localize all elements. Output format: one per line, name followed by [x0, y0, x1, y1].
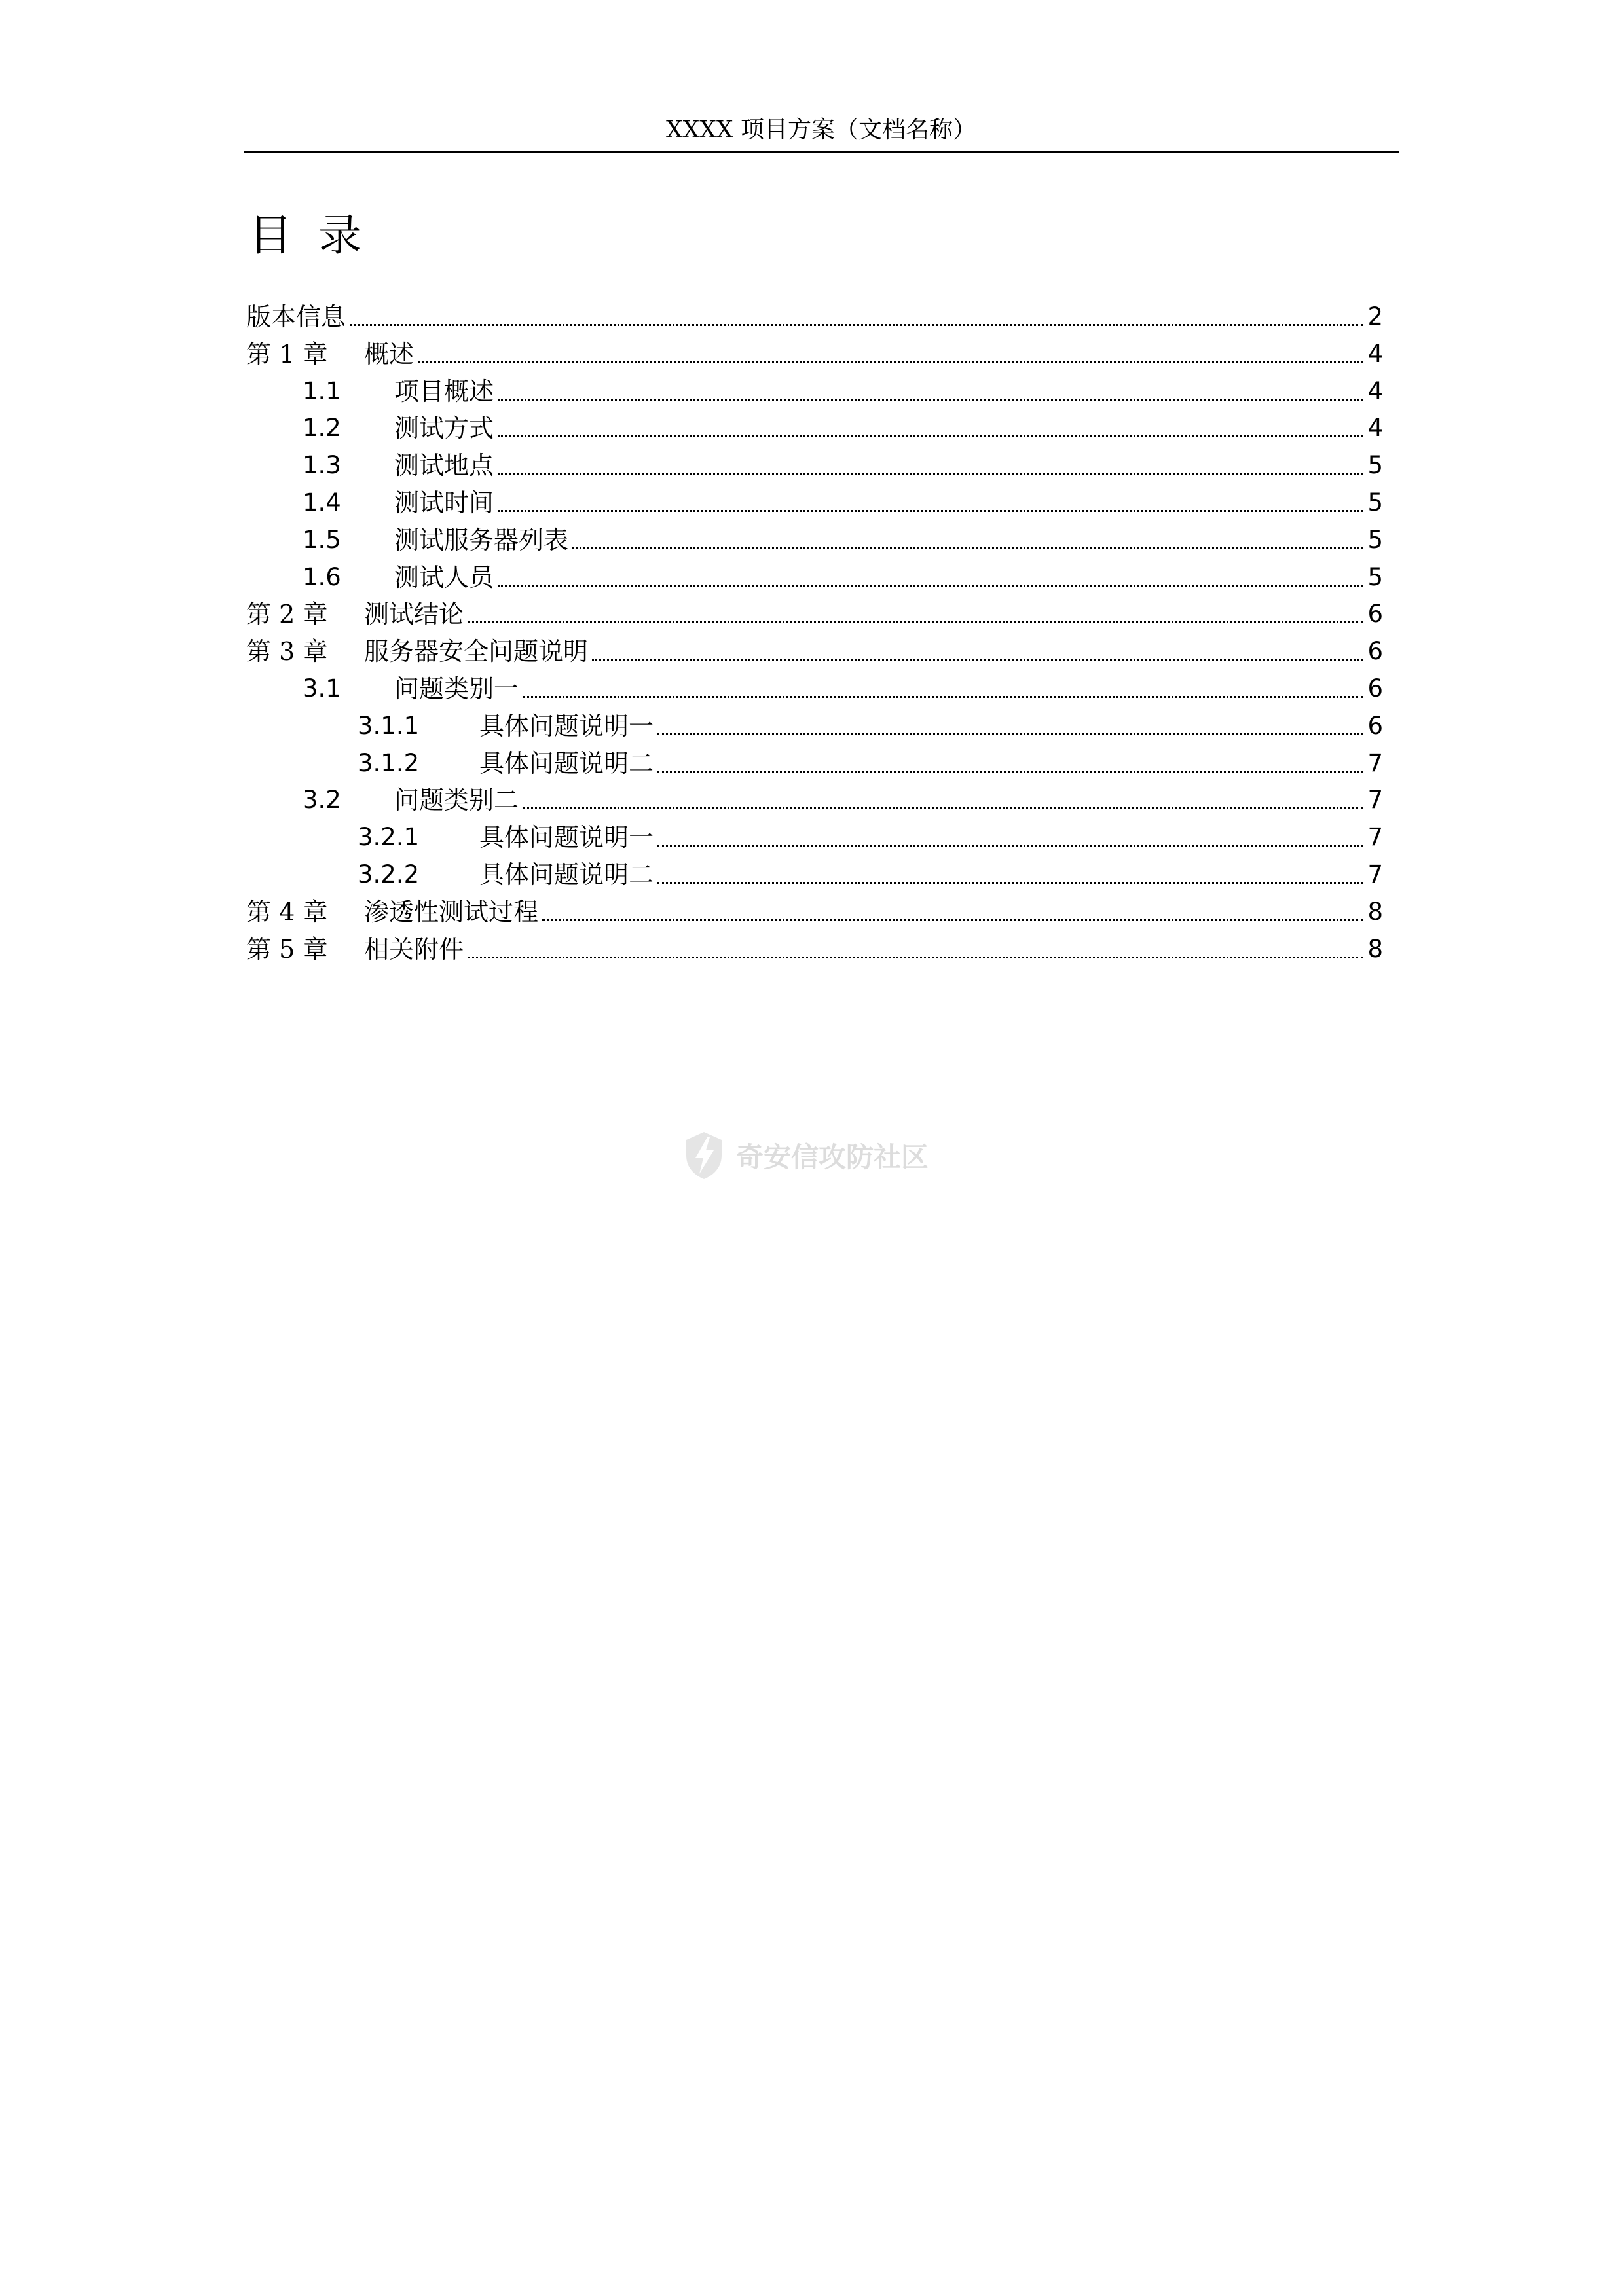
- toc-entry-text: 具体问题说明二: [479, 860, 654, 889]
- toc-dot-leader: [468, 621, 1363, 623]
- toc-page-number: 5: [1367, 525, 1383, 554]
- toc-entry-text: 服务器安全问题说明: [364, 637, 589, 666]
- toc-page-number: 7: [1367, 860, 1383, 888]
- toc-page-number: 5: [1367, 562, 1383, 591]
- watermark-text: 奇安信攻防社区: [736, 1141, 929, 1173]
- toc-page-number: 6: [1367, 600, 1383, 629]
- lightning-shield-icon: [681, 1129, 727, 1182]
- toc-dot-leader: [418, 361, 1363, 363]
- toc-page-number: 8: [1367, 934, 1383, 963]
- toc-dot-leader: [657, 770, 1363, 773]
- toc-entry-number: 3.1.2: [358, 748, 420, 777]
- watermark: [681, 1126, 929, 1185]
- toc-entry-number: 1.2: [303, 414, 341, 443]
- toc-entry[interactable]: [0, 407, 1624, 444]
- toc-page-number: 7: [1367, 786, 1383, 814]
- toc-entry[interactable]: [0, 742, 1624, 779]
- toc-page-number: 8: [1367, 897, 1383, 926]
- toc-entry-number: 3.1.1: [358, 711, 420, 740]
- toc-page-number: 5: [1367, 451, 1383, 480]
- toc-entry-number: 1.4: [303, 488, 341, 517]
- toc-entry-text: 项目概述: [394, 376, 494, 406]
- toc-entry[interactable]: [0, 668, 1624, 704]
- toc-entry-number: 1.6: [303, 562, 341, 591]
- toc-entry-text: 具体问题说明一: [479, 711, 654, 740]
- toc-entry-text: 测试结论: [364, 600, 464, 629]
- toc-dot-leader: [498, 584, 1363, 587]
- toc-entry-number: 第 1 章: [246, 339, 328, 369]
- document-title: XXXX 项目方案（文档名称）: [666, 117, 976, 143]
- toc-page-number: 6: [1367, 674, 1383, 702]
- toc-entry[interactable]: [0, 556, 1624, 593]
- toc-entry-text: 测试服务器列表: [394, 525, 569, 555]
- toc-entry[interactable]: [0, 519, 1624, 556]
- toc-entry[interactable]: [0, 333, 1624, 370]
- toc-entry-text: 测试地点: [394, 451, 494, 481]
- toc-dot-leader: [523, 695, 1363, 698]
- toc-entry-number: 1.5: [303, 525, 341, 554]
- toc-entry-number: 1.1: [303, 376, 341, 405]
- toc-entry-number: 3.2.2: [358, 860, 420, 888]
- toc-entry[interactable]: [0, 854, 1624, 890]
- toc-dot-leader: [498, 509, 1363, 512]
- toc-entry-text: 具体问题说明一: [479, 823, 654, 852]
- toc-entry-number: 第 5 章: [246, 934, 328, 964]
- toc-entry[interactable]: [0, 296, 1624, 333]
- page-header: [244, 110, 1399, 153]
- toc-page-number: 7: [1367, 823, 1383, 852]
- toc-entry-text: 版本信息: [246, 302, 346, 331]
- toc-entry-text: 具体问题说明二: [479, 748, 654, 778]
- toc-entry[interactable]: [0, 371, 1624, 407]
- toc-entry[interactable]: [0, 891, 1624, 928]
- toc-entry[interactable]: [0, 705, 1624, 742]
- toc-entry-number: 第 4 章: [246, 897, 328, 926]
- toc-dot-leader: [498, 398, 1363, 401]
- toc-entry[interactable]: [0, 816, 1624, 853]
- toc-entry-text: 相关附件: [364, 934, 464, 964]
- toc-dot-leader: [350, 323, 1363, 326]
- toc-entry-number: 3.2: [303, 786, 341, 814]
- toc-entry[interactable]: [0, 779, 1624, 816]
- toc-dot-leader: [657, 844, 1363, 847]
- toc-dot-leader: [572, 547, 1363, 549]
- toc-dot-leader: [657, 733, 1363, 735]
- toc-entry-text: 测试人员: [394, 562, 494, 592]
- toc-dot-leader: [498, 472, 1363, 475]
- toc-entry[interactable]: [0, 630, 1624, 667]
- toc-page-number: 6: [1367, 711, 1383, 740]
- toc-entry-text: 测试方式: [394, 414, 494, 443]
- toc-entry[interactable]: [0, 928, 1624, 965]
- toc-entry-number: 3.1: [303, 674, 341, 702]
- toc-entry[interactable]: [0, 482, 1624, 519]
- toc-entry-text: 问题类别一: [394, 674, 519, 703]
- toc-entry[interactable]: [0, 593, 1624, 630]
- toc-entry[interactable]: [0, 445, 1624, 481]
- toc-page-number: 7: [1367, 748, 1383, 777]
- toc-page-number: 5: [1367, 488, 1383, 517]
- toc-entry-text: 渗透性测试过程: [364, 897, 539, 926]
- toc-dot-leader: [592, 658, 1363, 661]
- toc-dot-leader: [523, 807, 1363, 809]
- toc-entry-number: 第 2 章: [246, 600, 328, 629]
- toc-dot-leader: [542, 919, 1363, 921]
- toc-dot-leader: [657, 881, 1363, 884]
- toc-page-number: 4: [1367, 376, 1383, 405]
- toc-dot-leader: [498, 435, 1363, 437]
- toc-title: 目录: [249, 210, 388, 261]
- toc-entry-number: 3.2.1: [358, 823, 420, 852]
- toc-entry-number: 第 3 章: [246, 637, 328, 666]
- toc-entry-text: 测试时间: [394, 488, 494, 517]
- toc-page-number: 2: [1367, 302, 1383, 331]
- toc-entry-text: 概述: [364, 339, 415, 369]
- toc-entry-number: 1.3: [303, 451, 341, 480]
- toc-dot-leader: [468, 956, 1363, 958]
- toc-entry-text: 问题类别二: [394, 786, 519, 815]
- toc-page-number: 4: [1367, 339, 1383, 368]
- toc-page-number: 6: [1367, 637, 1383, 666]
- toc-page-number: 4: [1367, 414, 1383, 443]
